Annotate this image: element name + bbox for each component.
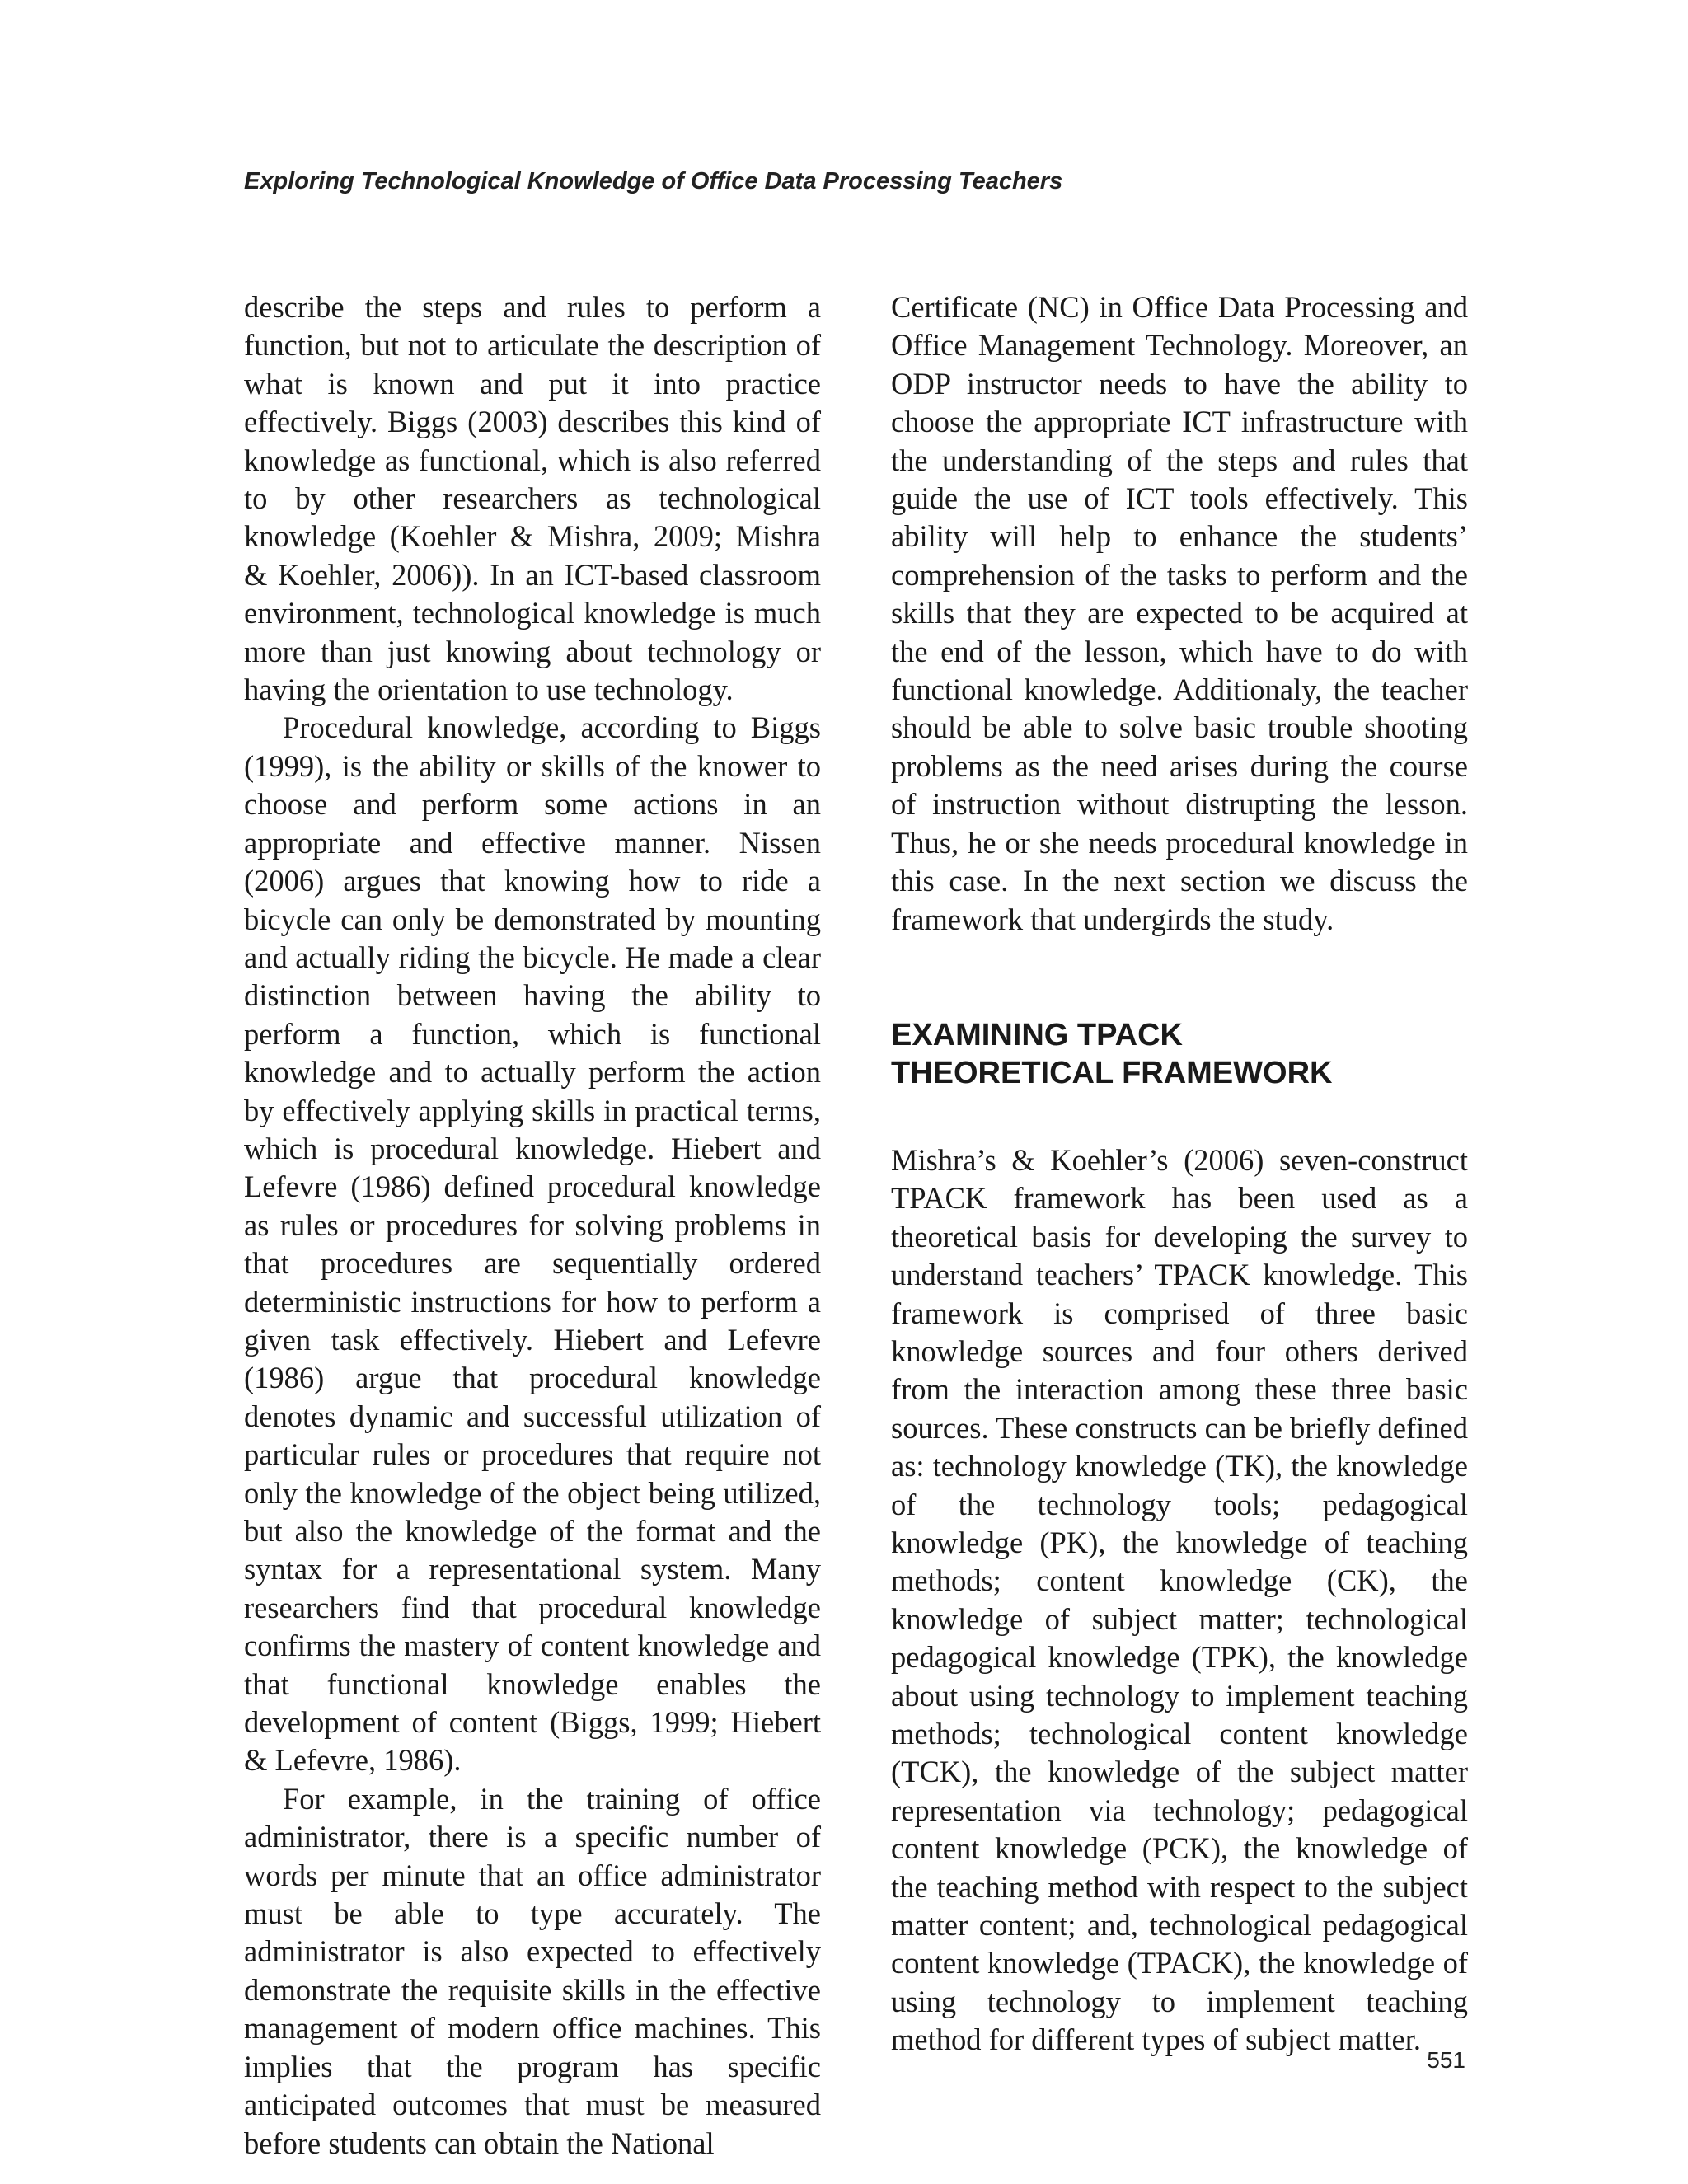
body-paragraph: describe the steps and rules to perform a function, but not to articulate the description of what is known and put it into practice effectively. Biggs (2003) describes this kind of knowledge as functional, which is also referred to by other researchers as technological knowledge (Koehler & Mishra, 2009; Mishra & Koehler, 2006)). In an ICT-based classroom environment, technological knowledge is much more than just knowing about technology or having the orientation to use technology. [244,290,821,707]
section-heading-line: EXAMINING TPACK [891,1017,1183,1052]
right-column [891,288,1468,2060]
body-paragraph: Procedural knowledge, according to Biggs (1999), is the ability or skills of the knower to choose and perform some actions in an appropriate and effective manner. Nissen (2006) argues that knowing how to ride a bicycle can only be demonstrated by mounting and actually riding the bicycle. He made a clear distinction between having the ability to perform a function, which is functional knowledge and to actually perform the action by effectively applying skills in practical terms, which is procedural knowledge. Hiebert and Lefevre (1986) defined procedural knowledge as rules or procedures for solving problems in that procedures are sequentially ordered deterministic instructions for how to perform a given task effectively. Hiebert and Lefevre (1986) argue that procedural knowledge denotes dynamic and successful utilization of particular rules or procedures that require not only the knowledge of the object being utilized, but also the knowledge of the format and the syntax for a representational system. Many researchers find that procedural knowledge confirms the mastery of content knowledge and that functional knowledge enables the development of content (Biggs, 1999; Hiebert & Lefevre, 1986). [244,710,821,1778]
body-paragraph: Certificate (NC) in Office Data Processing and Office Management Technology. Moreover, an ODP instructor needs to have the ability to choose the appropriate ICT infrastructure with the understanding of the steps and rules that guide the use of ICT tools effectively. This ability will help to enhance the students’ comprehension of the tasks to perform and the skills that they are expected to be acquired at the end of the lesson, which have to do with functional knowledge. Additionaly, the teacher should be able to solve basic trouble shooting problems as the need arises during the course of instruction without distrupting the lesson. Thus, he or she needs procedural knowledge in this case. In the next section we discuss the framework that undergirds the study. [891,290,1468,936]
section-heading-line: THEORETICAL FRAMEWORK [891,1055,1333,1090]
section-heading [891,1016,1468,1092]
left-column [244,288,821,2163]
running-header: Exploring Technological Knowledge of Office Data Processing Teachers [244,168,1063,194]
page-number: 551 [1427,2047,1465,2073]
body-paragraph: Mishra’s & Koehler’s (2006) seven-construct TPACK framework has been used as a theoretical basis for developing the survey to understand teachers’ TPACK knowledge. This framework is comprised of three basic knowledge sources and four others derived from the interaction among these three basic sources. These constructs can be briefly defined as: technology knowledge (TK), the knowledge of the technology tools; pedagogical knowledge (PK), the knowledge of teaching methods; content knowledge (CK), the knowledge of subject matter; technological pedagogical knowledge (TPK), the knowledge about using technology to implement teaching methods; technological content knowledge (TCK), the knowledge of the subject matter representation via technology; pedagogical content knowledge (PCK), the knowledge of the teaching method with respect to the subject matter content; and, technological pedagogical content knowledge (TPACK), the knowledge of using technology to implement teaching method for different types of subject matter. [891,1142,1468,2057]
body-paragraph: For example, in the training of office administrator, there is a specific number of words per minute that an office administrator must be able to type accurately. The administrator is also expected to effectively demonstrate the requisite skills in the effective management of modern office machines. This implies that the program has specific anticipated outcomes that must be measured before students can obtain the National [244,1781,821,2160]
